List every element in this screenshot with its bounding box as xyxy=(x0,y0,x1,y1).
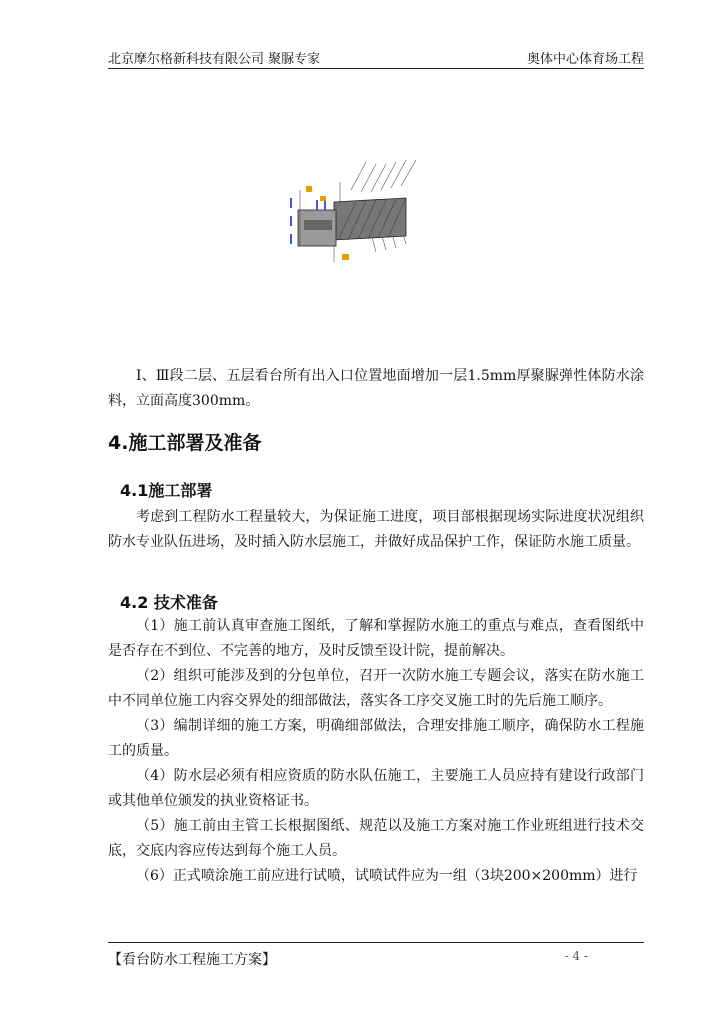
list-item: （3）编制详细的施工方案，明确细部做法，合理安排施工顺序，确保防水工程施工的质量。 xyxy=(108,718,644,759)
page-header xyxy=(108,48,644,69)
page-number: - 4 - xyxy=(564,949,588,963)
list-item: （5）施工前由主管工长根据图纸、规范以及施工方案对施工作业班组进行技术交底，交底内容应传达到每个施工人员。 xyxy=(108,818,644,859)
list-item: （4）防水层必须有相应资质的防水队伍施工，主要施工人员应持有建设行政部门或其他单位颁发的执业资格证书。 xyxy=(108,768,644,809)
section-4-1-body xyxy=(108,505,644,555)
intro-paragraph: Ⅰ、Ⅲ段二层、五层看台所有出入口位置地面增加一层1.5mm厚聚脲弹性体防水涂料，立面高度300mm。 xyxy=(108,368,644,409)
page-footer xyxy=(108,942,644,969)
section-4-2-title: 4.2 技术准备 xyxy=(120,593,218,612)
section-4-title: 4.施工部署及准备 xyxy=(108,432,262,454)
section-4-2-body xyxy=(108,614,644,889)
intro-section xyxy=(108,364,644,414)
section-4-1-paragraph: 考虑到工程防水工程量较大，为保证施工进度，项目部根据现场实际进度状况组织防水专业队伍进场，及时插入防水层施工，并做好成品保护工作，保证防水施工质量。 xyxy=(108,509,644,550)
detail-drawing xyxy=(276,160,422,268)
list-item: （2）组织可能涉及到的分包单位，召开一次防水施工专题会议，落实在防水施工中不同单位施工内容交界处的细部做法，落实各工序交叉施工时的先后施工顺序。 xyxy=(108,668,644,709)
header-project: 奥体中心体育场工程 xyxy=(526,52,644,67)
section-4-1-title: 4.1施工部署 xyxy=(120,481,213,500)
list-item: （6）正式喷涂施工前应进行试喷，试喷试件应为一组（3块200×200mm）进行 xyxy=(136,868,638,884)
header-company: 北京摩尔格新科技有限公司 聚脲专家 xyxy=(108,52,321,67)
footer-doc-title: 【看台防水工程施工方案】 xyxy=(108,952,276,968)
list-item: （1）施工前认真审查施工图纸，了解和掌握防水施工的重点与难点，查看图纸中是否存在不到位、不完善的地方，及时反馈至设计院，提前解决。 xyxy=(108,618,644,659)
